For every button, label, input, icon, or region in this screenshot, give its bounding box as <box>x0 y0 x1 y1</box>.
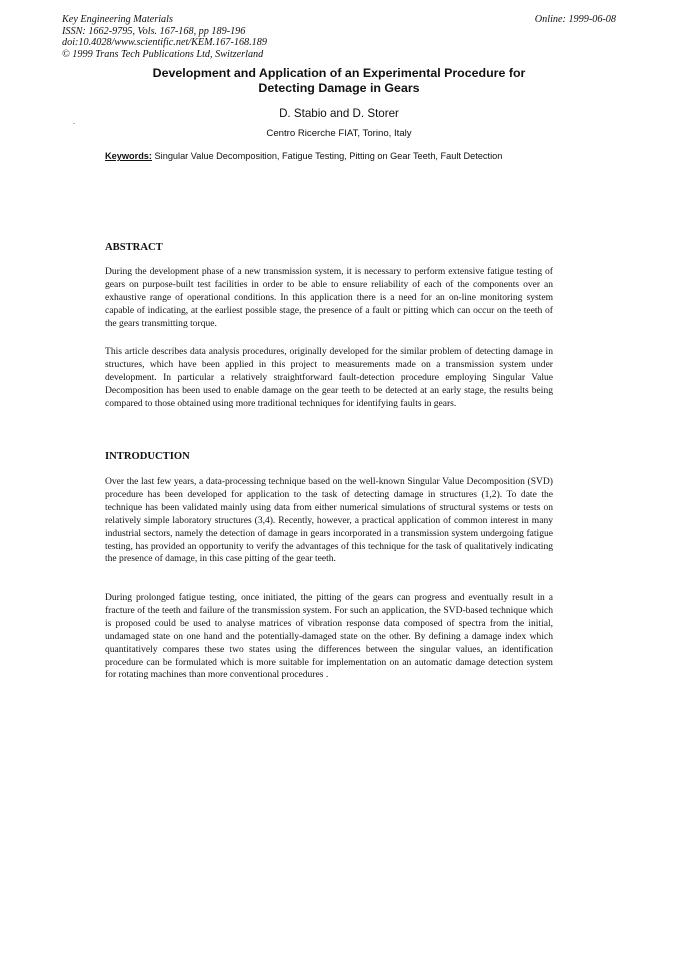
copyright-line: © 1999 Trans Tech Publications Ltd, Switzerland <box>62 48 264 60</box>
paragraph-text: During prolonged fatigue testing, once initiated, the pitting of the gears can progress and eventually result in a fracture of the teeth and failure of the transmission system. For such an application, the SVD-based technique which is proposed could be used to analyse matrices of vibration response data composed of spectra from the initial, undamaged state on one hand and the potentially-damaged state on the other. By defining a damage index which quantitatively compares these two states using the differences between the singular values, an identification procedure can be formulated which is more suitable for implementation on an automatic damage detection system for rotating machines than more conventional procedures . <box>105 592 553 681</box>
paragraph-text: This article describes data analysis procedures, originally developed for the similar problem of detecting damage in structures, which have been applied in this project to measurements made on a transmission system under development. In particular a relatively straightforward fault-detection procedure employing Singular Value Decomposition has been used to enable damage on the gear teeth to be detected at an early stage, the results being compared to those obtained using more traditional techniques for identifying faults in gears. <box>105 346 553 409</box>
introduction-paragraph-2 <box>105 592 553 682</box>
keywords-text: Singular Value Decomposition, Fatigue Testing, Pitting on Gear Teeth, Fault Detection <box>151 151 503 161</box>
abstract-paragraph-1 <box>105 266 553 331</box>
introduction-paragraph-1 <box>105 476 553 566</box>
keywords-label: Keywords: <box>105 151 152 161</box>
paragraph-text: Over the last few years, a data-processing technique based on the well-known Singular Value Decomposition (SVD) procedure has been developed for application to the task of detecting damage in structures (1,2). To date the technique has been validated mainly using data from either numerical simulations of structural systems or tests on relatively simple laboratory structures (3,4). Recently, however, a practical application of common interest in many industrial sectors, namely the detection of damage in gears incorporated in a transmission system undergoing fatigue testing, has provided an opportunity to verify the advantages of this technique for the task of qualitatively indicating the presence of damage, in this case pitting of the gear teeth. <box>105 476 553 565</box>
introduction-heading: INTRODUCTION <box>105 451 190 462</box>
journal-name: Key Engineering Materials <box>62 14 173 25</box>
keywords <box>105 150 575 162</box>
doi-line: doi:10.4028/www.scientific.net/KEM.167-168.189 <box>62 37 267 49</box>
issn-line: ISSN: 1662-9795, Vols. 167-168, pp 189-196 <box>62 25 246 37</box>
title-line-1: Development and Application of an Experimental Procedure for <box>152 66 526 80</box>
online-date: Online: 1999-06-08 <box>534 14 616 25</box>
affiliation: Centro Ricerche FIAT, Torino, Italy <box>266 128 412 139</box>
title-line-2: Detecting Damage in Gears <box>258 81 420 95</box>
paragraph-text: During the development phase of a new transmission system, it is necessary to perform extensive fatigue testing of gears on purpose-built test facilities in order to be able to ensure reliability of each of the components over an exhaustive range of operational conditions. In this application there is a need for an on-line monitoring system capable of indicating, at the earliest possible stage, the presence of a fault or pitting which can occur on the teeth of the gears transmitting torque. <box>105 266 553 329</box>
scan-speck <box>73 123 75 124</box>
paper-title <box>84 66 594 96</box>
authors: D. Stabio and D. Storer <box>279 107 399 120</box>
abstract-paragraph-2 <box>105 346 553 411</box>
abstract-heading: ABSTRACT <box>105 242 163 253</box>
